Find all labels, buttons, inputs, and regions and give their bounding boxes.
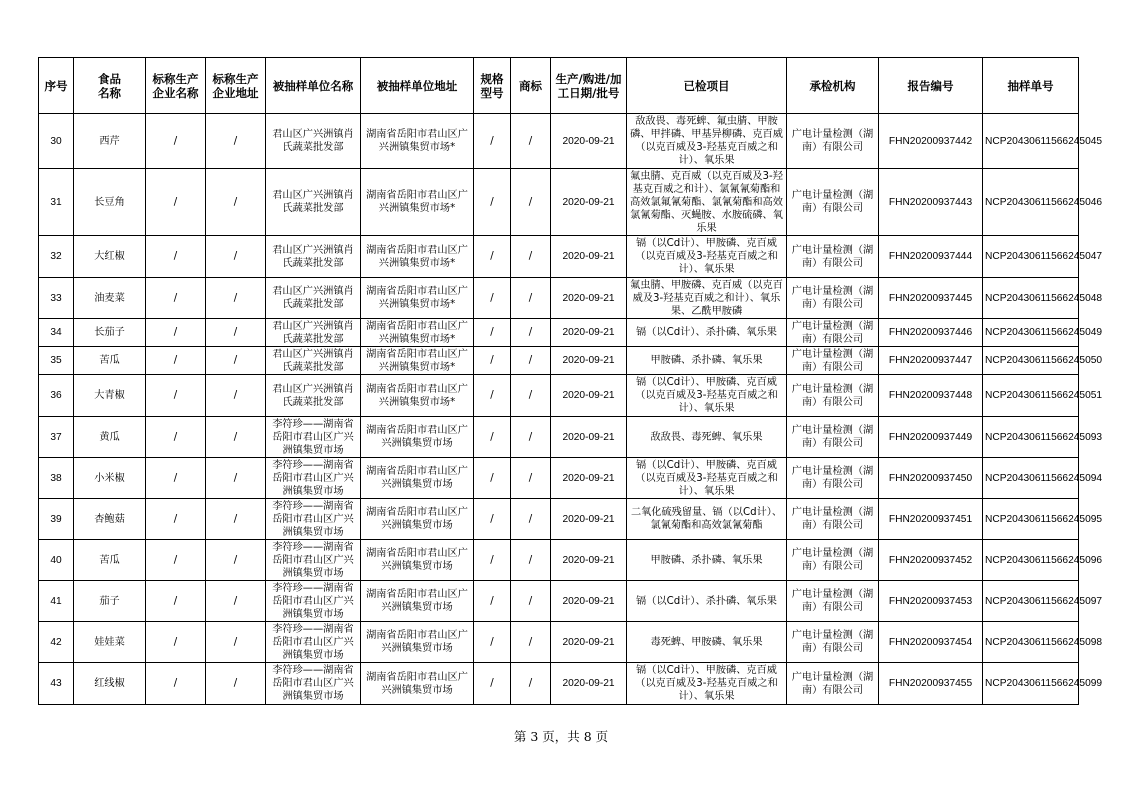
cell-unit-name: 君山区广兴洲镇肖氏蔬菜批发部 bbox=[266, 319, 361, 347]
cell-agency: 广电计量检测（湖南）有限公司 bbox=[787, 236, 879, 278]
cell-no: 40 bbox=[39, 540, 74, 581]
cell-items: 二氧化硫残留量、镉（以Cd计）、氯氰菊酯和高效氯氰菊酯 bbox=[627, 499, 787, 540]
cell-brand: / bbox=[511, 319, 551, 347]
cell-report: FHN20200937444 bbox=[879, 236, 983, 278]
cell-date: 2020-09-21 bbox=[551, 417, 627, 458]
cell-agency: 广电计量检测（湖南）有限公司 bbox=[787, 114, 879, 169]
cell-brand: / bbox=[511, 347, 551, 375]
cell-sample: NCP20430611566245094 bbox=[983, 458, 1079, 499]
cell-date: 2020-09-21 bbox=[551, 540, 627, 581]
header-cell-report: 报告编号 bbox=[879, 58, 983, 114]
cell-unit-addr: 湖南省岳阳市君山区广兴洲镇集贸市场 bbox=[361, 499, 474, 540]
cell-sample: NCP20430611566245098 bbox=[983, 622, 1079, 663]
cell-food: 杏鲍菇 bbox=[74, 499, 146, 540]
table-row bbox=[39, 458, 1079, 499]
cell-items: 镉（以Cd计）、甲胺磷、克百威（以克百威及3-羟基克百威之和计）、氧乐果 bbox=[627, 458, 787, 499]
cell-mfr-addr: / bbox=[206, 236, 266, 278]
cell-mfr-name: / bbox=[146, 375, 206, 417]
cell-brand: / bbox=[511, 663, 551, 705]
cell-mfr-name: / bbox=[146, 499, 206, 540]
cell-unit-name: 李符珍——湖南省岳阳市君山区广兴洲镇集贸市场 bbox=[266, 540, 361, 581]
cell-spec: / bbox=[474, 581, 511, 622]
cell-spec: / bbox=[474, 622, 511, 663]
cell-food: 长豆角 bbox=[74, 169, 146, 236]
cell-brand: / bbox=[511, 417, 551, 458]
header-cell-mfr-addr: 标称生产企业地址 bbox=[206, 58, 266, 114]
cell-unit-name: 君山区广兴洲镇肖氏蔬菜批发部 bbox=[266, 278, 361, 319]
cell-no: 38 bbox=[39, 458, 74, 499]
cell-mfr-name: / bbox=[146, 458, 206, 499]
cell-date: 2020-09-21 bbox=[551, 458, 627, 499]
cell-mfr-addr: / bbox=[206, 347, 266, 375]
cell-unit-name: 李符珍——湖南省岳阳市君山区广兴洲镇集贸市场 bbox=[266, 458, 361, 499]
cell-no: 41 bbox=[39, 581, 74, 622]
cell-unit-name: 李符珍——湖南省岳阳市君山区广兴洲镇集贸市场 bbox=[266, 499, 361, 540]
table-row bbox=[39, 581, 1079, 622]
cell-agency: 广电计量检测（湖南）有限公司 bbox=[787, 663, 879, 705]
table-row bbox=[39, 499, 1079, 540]
cell-spec: / bbox=[474, 319, 511, 347]
cell-mfr-name: / bbox=[146, 581, 206, 622]
cell-mfr-name: / bbox=[146, 663, 206, 705]
cell-no: 43 bbox=[39, 663, 74, 705]
cell-agency: 广电计量检测（湖南）有限公司 bbox=[787, 319, 879, 347]
cell-date: 2020-09-21 bbox=[551, 499, 627, 540]
cell-date: 2020-09-21 bbox=[551, 663, 627, 705]
header-cell-sample: 抽样单号 bbox=[983, 58, 1079, 114]
cell-mfr-name: / bbox=[146, 540, 206, 581]
header-cell-unit-addr: 被抽样单位地址 bbox=[361, 58, 474, 114]
cell-no: 37 bbox=[39, 417, 74, 458]
cell-report: FHN20200937447 bbox=[879, 347, 983, 375]
cell-items: 镉（以Cd计）、甲胺磷、克百威（以克百威及3-羟基克百威之和计）、氧乐果 bbox=[627, 375, 787, 417]
cell-unit-name: 君山区广兴洲镇肖氏蔬菜批发部 bbox=[266, 114, 361, 169]
cell-brand: / bbox=[511, 622, 551, 663]
cell-sample: NCP20430611566245050 bbox=[983, 347, 1079, 375]
cell-mfr-addr: / bbox=[206, 458, 266, 499]
cell-unit-addr: 湖南省岳阳市君山区广兴洲镇集贸市场* bbox=[361, 236, 474, 278]
cell-agency: 广电计量检测（湖南）有限公司 bbox=[787, 581, 879, 622]
cell-mfr-addr: / bbox=[206, 581, 266, 622]
cell-items: 镉（以Cd计）、甲胺磷、克百威（以克百威及3-羟基克百威之和计）、氧乐果 bbox=[627, 236, 787, 278]
table-row bbox=[39, 540, 1079, 581]
cell-report: FHN20200937446 bbox=[879, 319, 983, 347]
cell-food: 小米椒 bbox=[74, 458, 146, 499]
cell-agency: 广电计量检测（湖南）有限公司 bbox=[787, 417, 879, 458]
cell-unit-addr: 湖南省岳阳市君山区广兴洲镇集贸市场 bbox=[361, 540, 474, 581]
cell-brand: / bbox=[511, 581, 551, 622]
cell-mfr-name: / bbox=[146, 319, 206, 347]
cell-spec: / bbox=[474, 347, 511, 375]
cell-no: 30 bbox=[39, 114, 74, 169]
table-row bbox=[39, 622, 1079, 663]
cell-unit-addr: 湖南省岳阳市君山区广兴洲镇集贸市场* bbox=[361, 278, 474, 319]
cell-unit-addr: 湖南省岳阳市君山区广兴洲镇集贸市场* bbox=[361, 169, 474, 236]
cell-spec: / bbox=[474, 458, 511, 499]
cell-mfr-name: / bbox=[146, 236, 206, 278]
cell-brand: / bbox=[511, 458, 551, 499]
cell-agency: 广电计量检测（湖南）有限公司 bbox=[787, 347, 879, 375]
cell-food: 长茄子 bbox=[74, 319, 146, 347]
header-cell-date: 生产/购进/加工日期/批号 bbox=[551, 58, 627, 114]
table-row bbox=[39, 278, 1079, 319]
cell-date: 2020-09-21 bbox=[551, 347, 627, 375]
cell-spec: / bbox=[474, 236, 511, 278]
cell-items: 氟虫腈、甲胺磷、克百威（以克百威及3-羟基克百威之和计）、氧乐果、乙酰甲胺磷 bbox=[627, 278, 787, 319]
cell-date: 2020-09-21 bbox=[551, 114, 627, 169]
header-cell-unit-name: 被抽样单位名称 bbox=[266, 58, 361, 114]
cell-report: FHN20200937442 bbox=[879, 114, 983, 169]
header-row bbox=[39, 58, 1079, 114]
table-row bbox=[39, 319, 1079, 347]
cell-agency: 广电计量检测（湖南）有限公司 bbox=[787, 540, 879, 581]
cell-report: FHN20200937445 bbox=[879, 278, 983, 319]
cell-date: 2020-09-21 bbox=[551, 622, 627, 663]
cell-sample: NCP20430611566245099 bbox=[983, 663, 1079, 705]
cell-no: 32 bbox=[39, 236, 74, 278]
cell-items: 敌敌畏、毒死蜱、氧乐果 bbox=[627, 417, 787, 458]
cell-brand: / bbox=[511, 375, 551, 417]
inspection-results-table bbox=[38, 57, 1103, 705]
cell-date: 2020-09-21 bbox=[551, 278, 627, 319]
cell-report: FHN20200937449 bbox=[879, 417, 983, 458]
cell-unit-name: 君山区广兴洲镇肖氏蔬菜批发部 bbox=[266, 375, 361, 417]
cell-items: 敌敌畏、毒死蜱、氟虫腈、甲胺磷、甲拌磷、甲基异柳磷、克百威（以克百威及3-羟基克百威之和计）、氧乐果 bbox=[627, 114, 787, 169]
table-row bbox=[39, 375, 1079, 417]
cell-mfr-addr: / bbox=[206, 169, 266, 236]
cell-agency: 广电计量检测（湖南）有限公司 bbox=[787, 375, 879, 417]
cell-unit-name: 李符珍——湖南省岳阳市君山区广兴洲镇集贸市场 bbox=[266, 622, 361, 663]
table-row bbox=[39, 114, 1079, 169]
cell-date: 2020-09-21 bbox=[551, 319, 627, 347]
cell-spec: / bbox=[474, 278, 511, 319]
cell-unit-addr: 湖南省岳阳市君山区广兴洲镇集贸市场* bbox=[361, 375, 474, 417]
cell-food: 苦瓜 bbox=[74, 347, 146, 375]
cell-items: 镉（以Cd计）、杀扑磷、氧乐果 bbox=[627, 319, 787, 347]
cell-mfr-name: / bbox=[146, 114, 206, 169]
cell-agency: 广电计量检测（湖南）有限公司 bbox=[787, 169, 879, 236]
cell-spec: / bbox=[474, 540, 511, 581]
cell-mfr-name: / bbox=[146, 417, 206, 458]
cell-unit-addr: 湖南省岳阳市君山区广兴洲镇集贸市场* bbox=[361, 347, 474, 375]
table-row bbox=[39, 417, 1079, 458]
cell-report: FHN20200937455 bbox=[879, 663, 983, 705]
header-cell-spec: 规格型号 bbox=[474, 58, 511, 114]
cell-agency: 广电计量检测（湖南）有限公司 bbox=[787, 622, 879, 663]
cell-unit-name: 李符珍——湖南省岳阳市君山区广兴洲镇集贸市场 bbox=[266, 663, 361, 705]
cell-items: 镉（以Cd计）、甲胺磷、克百威（以克百威及3-羟基克百威之和计）、氧乐果 bbox=[627, 663, 787, 705]
header-cell-no: 序号 bbox=[39, 58, 74, 114]
cell-report: FHN20200937453 bbox=[879, 581, 983, 622]
cell-unit-addr: 湖南省岳阳市君山区广兴洲镇集贸市场 bbox=[361, 622, 474, 663]
cell-unit-addr: 湖南省岳阳市君山区广兴洲镇集贸市场* bbox=[361, 319, 474, 347]
cell-mfr-name: / bbox=[146, 169, 206, 236]
cell-no: 36 bbox=[39, 375, 74, 417]
cell-spec: / bbox=[474, 663, 511, 705]
cell-food: 红线椒 bbox=[74, 663, 146, 705]
header-cell-brand: 商标 bbox=[511, 58, 551, 114]
cell-date: 2020-09-21 bbox=[551, 236, 627, 278]
cell-sample: NCP20430611566245047 bbox=[983, 236, 1079, 278]
cell-food: 西芹 bbox=[74, 114, 146, 169]
cell-mfr-addr: / bbox=[206, 499, 266, 540]
cell-mfr-addr: / bbox=[206, 622, 266, 663]
cell-sample: NCP20430611566245096 bbox=[983, 540, 1079, 581]
cell-sample: NCP20430611566245051 bbox=[983, 375, 1079, 417]
cell-mfr-name: / bbox=[146, 622, 206, 663]
cell-items: 甲胺磷、杀扑磷、氧乐果 bbox=[627, 540, 787, 581]
cell-mfr-name: / bbox=[146, 347, 206, 375]
cell-unit-addr: 湖南省岳阳市君山区广兴洲镇集贸市场 bbox=[361, 458, 474, 499]
cell-unit-addr: 湖南省岳阳市君山区广兴洲镇集贸市场 bbox=[361, 581, 474, 622]
cell-items: 毒死蜱、甲胺磷、氧乐果 bbox=[627, 622, 787, 663]
cell-unit-name: 李符珍——湖南省岳阳市君山区广兴洲镇集贸市场 bbox=[266, 417, 361, 458]
cell-brand: / bbox=[511, 540, 551, 581]
cell-food: 大红椒 bbox=[74, 236, 146, 278]
cell-report: FHN20200937451 bbox=[879, 499, 983, 540]
cell-spec: / bbox=[474, 375, 511, 417]
cell-sample: NCP20430611566245046 bbox=[983, 169, 1079, 236]
cell-food: 黄瓜 bbox=[74, 417, 146, 458]
cell-date: 2020-09-21 bbox=[551, 169, 627, 236]
cell-brand: / bbox=[511, 278, 551, 319]
cell-mfr-addr: / bbox=[206, 278, 266, 319]
header-cell-food: 食品 名称 bbox=[74, 58, 146, 114]
cell-spec: / bbox=[474, 417, 511, 458]
cell-date: 2020-09-21 bbox=[551, 375, 627, 417]
cell-mfr-addr: / bbox=[206, 319, 266, 347]
cell-mfr-addr: / bbox=[206, 114, 266, 169]
cell-no: 34 bbox=[39, 319, 74, 347]
cell-food: 大青椒 bbox=[74, 375, 146, 417]
cell-mfr-addr: / bbox=[206, 375, 266, 417]
cell-brand: / bbox=[511, 169, 551, 236]
header-cell-mfr-name: 标称生产企业名称 bbox=[146, 58, 206, 114]
cell-food: 茄子 bbox=[74, 581, 146, 622]
table-row bbox=[39, 169, 1079, 236]
cell-spec: / bbox=[474, 169, 511, 236]
cell-unit-name: 李符珍——湖南省岳阳市君山区广兴洲镇集贸市场 bbox=[266, 581, 361, 622]
cell-sample: NCP20430611566245097 bbox=[983, 581, 1079, 622]
cell-unit-addr: 湖南省岳阳市君山区广兴洲镇集贸市场* bbox=[361, 114, 474, 169]
cell-brand: / bbox=[511, 236, 551, 278]
cell-unit-name: 君山区广兴洲镇肖氏蔬菜批发部 bbox=[266, 169, 361, 236]
header-cell-items: 已检项目 bbox=[627, 58, 787, 114]
table-row bbox=[39, 347, 1079, 375]
cell-unit-name: 君山区广兴洲镇肖氏蔬菜批发部 bbox=[266, 347, 361, 375]
cell-brand: / bbox=[511, 114, 551, 169]
cell-unit-name: 君山区广兴洲镇肖氏蔬菜批发部 bbox=[266, 236, 361, 278]
cell-no: 31 bbox=[39, 169, 74, 236]
cell-no: 33 bbox=[39, 278, 74, 319]
cell-report: FHN20200937448 bbox=[879, 375, 983, 417]
cell-sample: NCP20430611566245045 bbox=[983, 114, 1079, 169]
cell-food: 苦瓜 bbox=[74, 540, 146, 581]
cell-food: 娃娃菜 bbox=[74, 622, 146, 663]
cell-items: 甲胺磷、杀扑磷、氧乐果 bbox=[627, 347, 787, 375]
table-row bbox=[39, 236, 1079, 278]
cell-items: 氟虫腈、克百威（以克百威及3-羟基克百威之和计）、氯氰氰菊酯和高效氯氟氰菊酯、氯氰菊酯和高效氯氰菊酯、灭蝇胺、水胺硫磷、氧乐果 bbox=[627, 169, 787, 236]
cell-sample: NCP20430611566245048 bbox=[983, 278, 1079, 319]
cell-report: FHN20200937454 bbox=[879, 622, 983, 663]
cell-report: FHN20200937443 bbox=[879, 169, 983, 236]
cell-mfr-addr: / bbox=[206, 417, 266, 458]
cell-agency: 广电计量检测（湖南）有限公司 bbox=[787, 499, 879, 540]
cell-mfr-name: / bbox=[146, 278, 206, 319]
cell-items: 镉（以Cd计）、杀扑磷、氧乐果 bbox=[627, 581, 787, 622]
cell-report: FHN20200937452 bbox=[879, 540, 983, 581]
cell-unit-addr: 湖南省岳阳市君山区广兴洲镇集贸市场 bbox=[361, 663, 474, 705]
cell-no: 42 bbox=[39, 622, 74, 663]
cell-spec: / bbox=[474, 499, 511, 540]
cell-mfr-addr: / bbox=[206, 540, 266, 581]
cell-sample: NCP20430611566245093 bbox=[983, 417, 1079, 458]
cell-brand: / bbox=[511, 499, 551, 540]
cell-mfr-addr: / bbox=[206, 663, 266, 705]
cell-no: 39 bbox=[39, 499, 74, 540]
cell-food: 油麦菜 bbox=[74, 278, 146, 319]
table-row bbox=[39, 663, 1079, 705]
cell-no: 35 bbox=[39, 347, 74, 375]
cell-unit-addr: 湖南省岳阳市君山区广兴洲镇集贸市场 bbox=[361, 417, 474, 458]
header-cell-agency: 承检机构 bbox=[787, 58, 879, 114]
cell-spec: / bbox=[474, 114, 511, 169]
page-number: 第 3 页，共 8 页 bbox=[513, 729, 609, 744]
cell-report: FHN20200937450 bbox=[879, 458, 983, 499]
cell-sample: NCP20430611566245095 bbox=[983, 499, 1079, 540]
cell-agency: 广电计量检测（湖南）有限公司 bbox=[787, 278, 879, 319]
cell-sample: NCP20430611566245049 bbox=[983, 319, 1079, 347]
cell-date: 2020-09-21 bbox=[551, 581, 627, 622]
cell-agency: 广电计量检测（湖南）有限公司 bbox=[787, 458, 879, 499]
